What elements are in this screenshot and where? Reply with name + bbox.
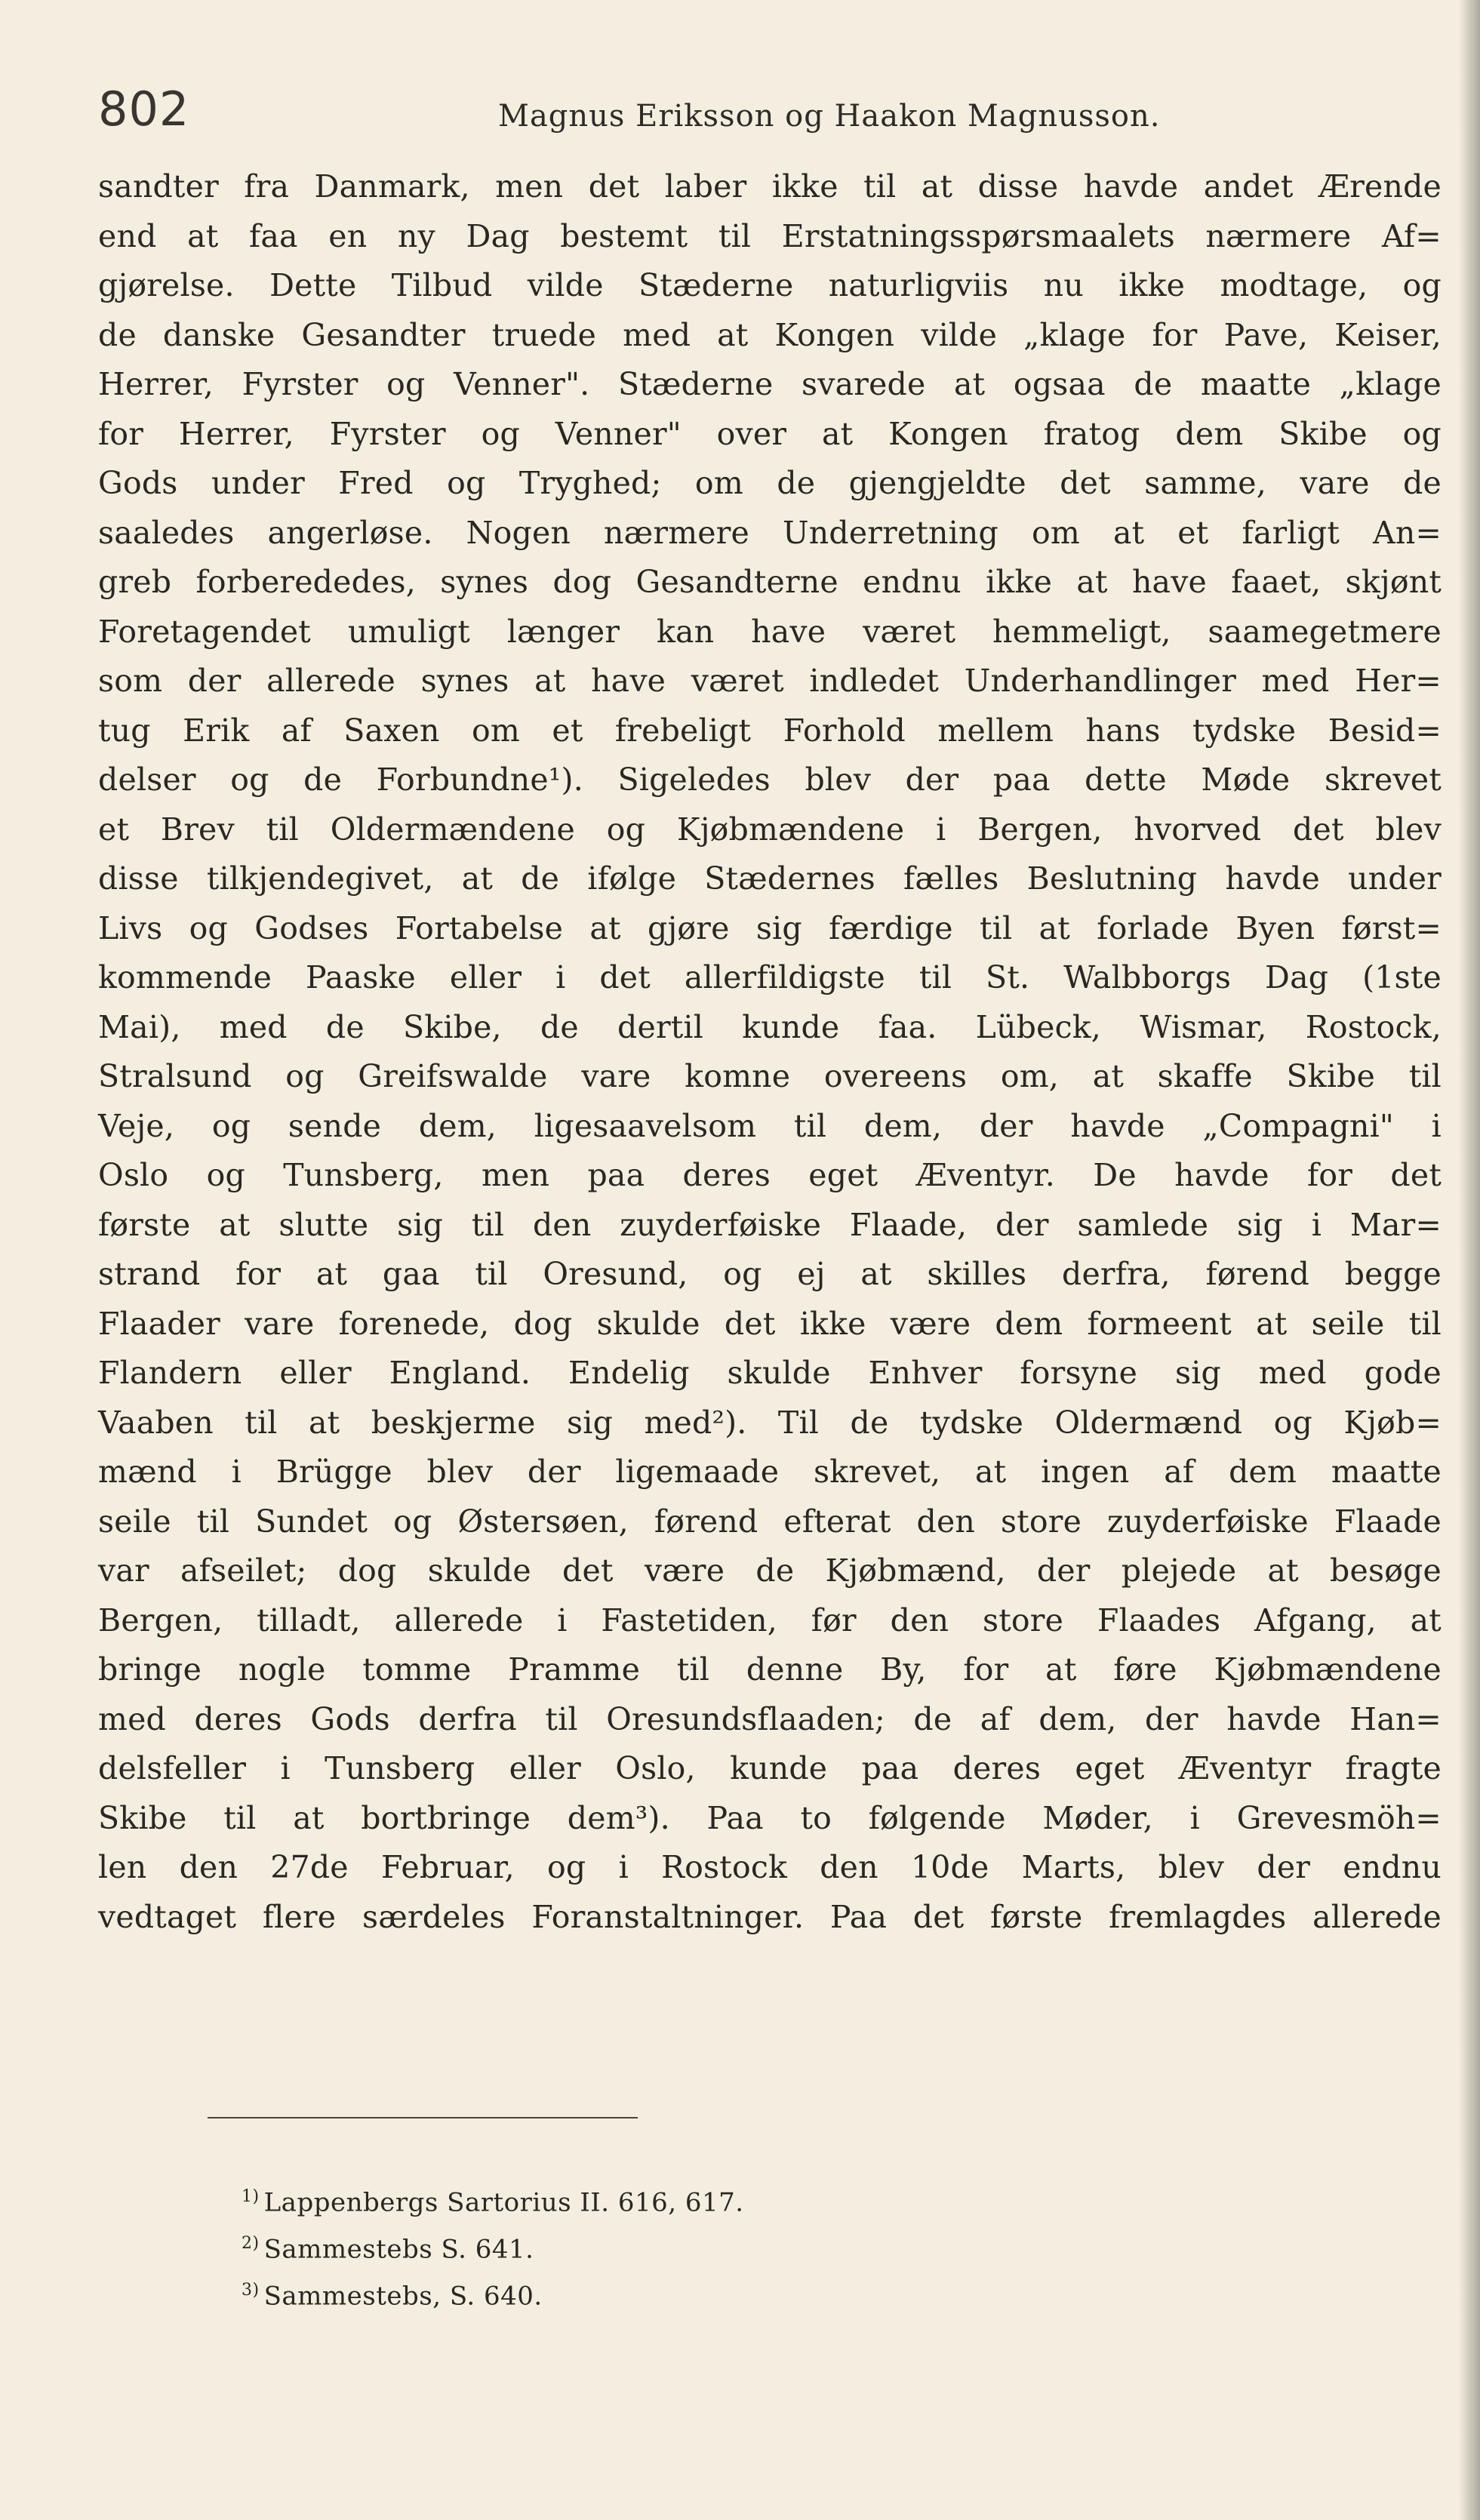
text-line: for Herrer, Fyrster og Venner" over at Kongen fratog dem Skibe og (98, 415, 1442, 452)
text-line: Livs og Godses Fortabelse at gjøre sig færdige til at forlade Byen først= (98, 909, 1442, 946)
running-title: Magnus Eriksson og Haakon Magnusson. (498, 99, 1161, 134)
text-line: delsfeller i Tunsberg eller Oslo, kunde paa deres eget Æventyr fragte (98, 1750, 1442, 1786)
text-line: første at slutte sig til den zuyderføiske Flaade, der samlede sig i Mar= (98, 1206, 1442, 1243)
text-line: Foretagendet umuligt længer kan have været hemmeligt, saamegetmere (98, 613, 1442, 650)
text-line: greb forberededes, synes dog Gesandterne endnu ikke at have faaet, skjønt (98, 564, 1442, 600)
text-line: Herrer, Fyrster og Venner". Stæderne svarede at ogsaa de maatte „klage (98, 366, 1442, 402)
footnote-mark: 2) (242, 2234, 260, 2253)
text-line: saaledes angerløse. Nogen nærmere Underretning om at et farligt An= (98, 514, 1442, 551)
footnote (242, 2220, 1147, 2267)
footnote-text: Lappenbergs Sartorius II. 616, 617. (263, 2187, 744, 2218)
text-line: med deres Gods derfra til Oresundsflaaden; de af dem, der havde Han= (98, 1700, 1442, 1737)
text-line: Skibe til at bortbringe dem³). Paa to følgende Møder, i Grevesmöh= (98, 1799, 1442, 1836)
footnote-mark: 1) (242, 2187, 260, 2206)
text-line: Bergen, tilladt, allerede i Fastetiden, før den store Flaades Afgang, at (98, 1602, 1442, 1638)
text-line: disse tilkjendegivet, at de ifølge Stædernes fælles Beslutning havde under (98, 860, 1442, 897)
footnote-mark: 3) (242, 2281, 260, 2300)
text-line: Oslo og Tunsberg, men paa deres eget Æventyr. De havde for det (98, 1157, 1442, 1193)
text-line: kommende Paaske eller i det allerfildigste til St. Walbborgs Dag (1ste (98, 959, 1442, 995)
page-header (98, 83, 1419, 151)
text-line: som der allerede synes at have været indledet Underhandlinger med Her= (98, 663, 1442, 699)
text-line: strand for at gaa til Oresund, og ej at skilles derfra, førend begge (98, 1256, 1442, 1292)
footnote-text: Sammestebs S. 641. (263, 2234, 534, 2265)
text-line: delser og de Forbundne¹). Sigeledes blev der paa dette Møde skrevet (98, 762, 1442, 798)
text-line: Stralsund og Greifswalde vare komne overeens om, at skaffe Skibe til (98, 1058, 1442, 1094)
text-line: gjørelse. Dette Tilbud vilde Stæderne naturligviis nu ikke modtage, og (98, 267, 1442, 303)
text-line: de danske Gesandter truede med at Kongen vilde „klage for Pave, Keiser, (98, 316, 1442, 353)
text-line: vedtaget flere særdeles Foranstaltninger. Paa det første fremlagdes allerede (98, 1898, 1442, 1935)
text-line: end at faa en ny Dag bestemt til Erstatningsspørsmaalets nærmere Af= (98, 217, 1442, 254)
text-line: Gods under Fred og Tryghed; om de gjengjeldte det samme, vare de (98, 465, 1442, 501)
footnote-text: Sammestebs, S. 640. (263, 2281, 543, 2312)
footnote (242, 2174, 1147, 2220)
text-line: tug Erik af Saxen om et frebeligt Forhold mellem hans tydske Besid= (98, 712, 1442, 749)
text-line: bringe nogle tomme Pramme til denne By, for at føre Kjøbmændene (98, 1651, 1442, 1688)
text-line: sandter fra Danmark, men det laber ikke til at disse havde andet Ærende (98, 168, 1442, 205)
text-line: mænd i Brügge blev der ligemaade skrevet, at ingen af dem maatte (98, 1454, 1442, 1490)
text-line: et Brev til Oldermændene og Kjøbmændene i Bergen, hvorved det blev (98, 811, 1442, 848)
footnote (242, 2267, 1147, 2314)
footnote-separator (208, 2117, 638, 2118)
text-line: Veje, og sende dem, ligesaavelsom til dem, der havde „Compagni" i (98, 1107, 1442, 1144)
page-number: 802 (98, 82, 190, 137)
body-text (98, 162, 1442, 1942)
text-line: Flaader vare forenede, dog skulde det ikke være dem formeent at seile til (98, 1305, 1442, 1342)
text-line: var afseilet; dog skulde det være de Kjøbmænd, der plejede at besøge (98, 1552, 1442, 1589)
page-edge-shadow (1459, 0, 1480, 2520)
text-line: Mai), med de Skibe, de dertil kunde faa. Lübeck, Wismar, Rostock, (98, 1008, 1442, 1045)
footnotes (242, 2174, 1147, 2314)
text-line: Vaaben til at beskjerme sig med²). Til de tydske Oldermænd og Kjøb= (98, 1404, 1442, 1441)
text-line: Flandern eller England. Endelig skulde Enhver forsyne sig med gode (98, 1355, 1442, 1391)
text-line: seile til Sundet og Østersøen, førend efterat den store zuyderføiske Flaade (98, 1503, 1442, 1540)
text-line: len den 27de Februar, og i Rostock den 10de Marts, blev der endnu (98, 1849, 1442, 1885)
